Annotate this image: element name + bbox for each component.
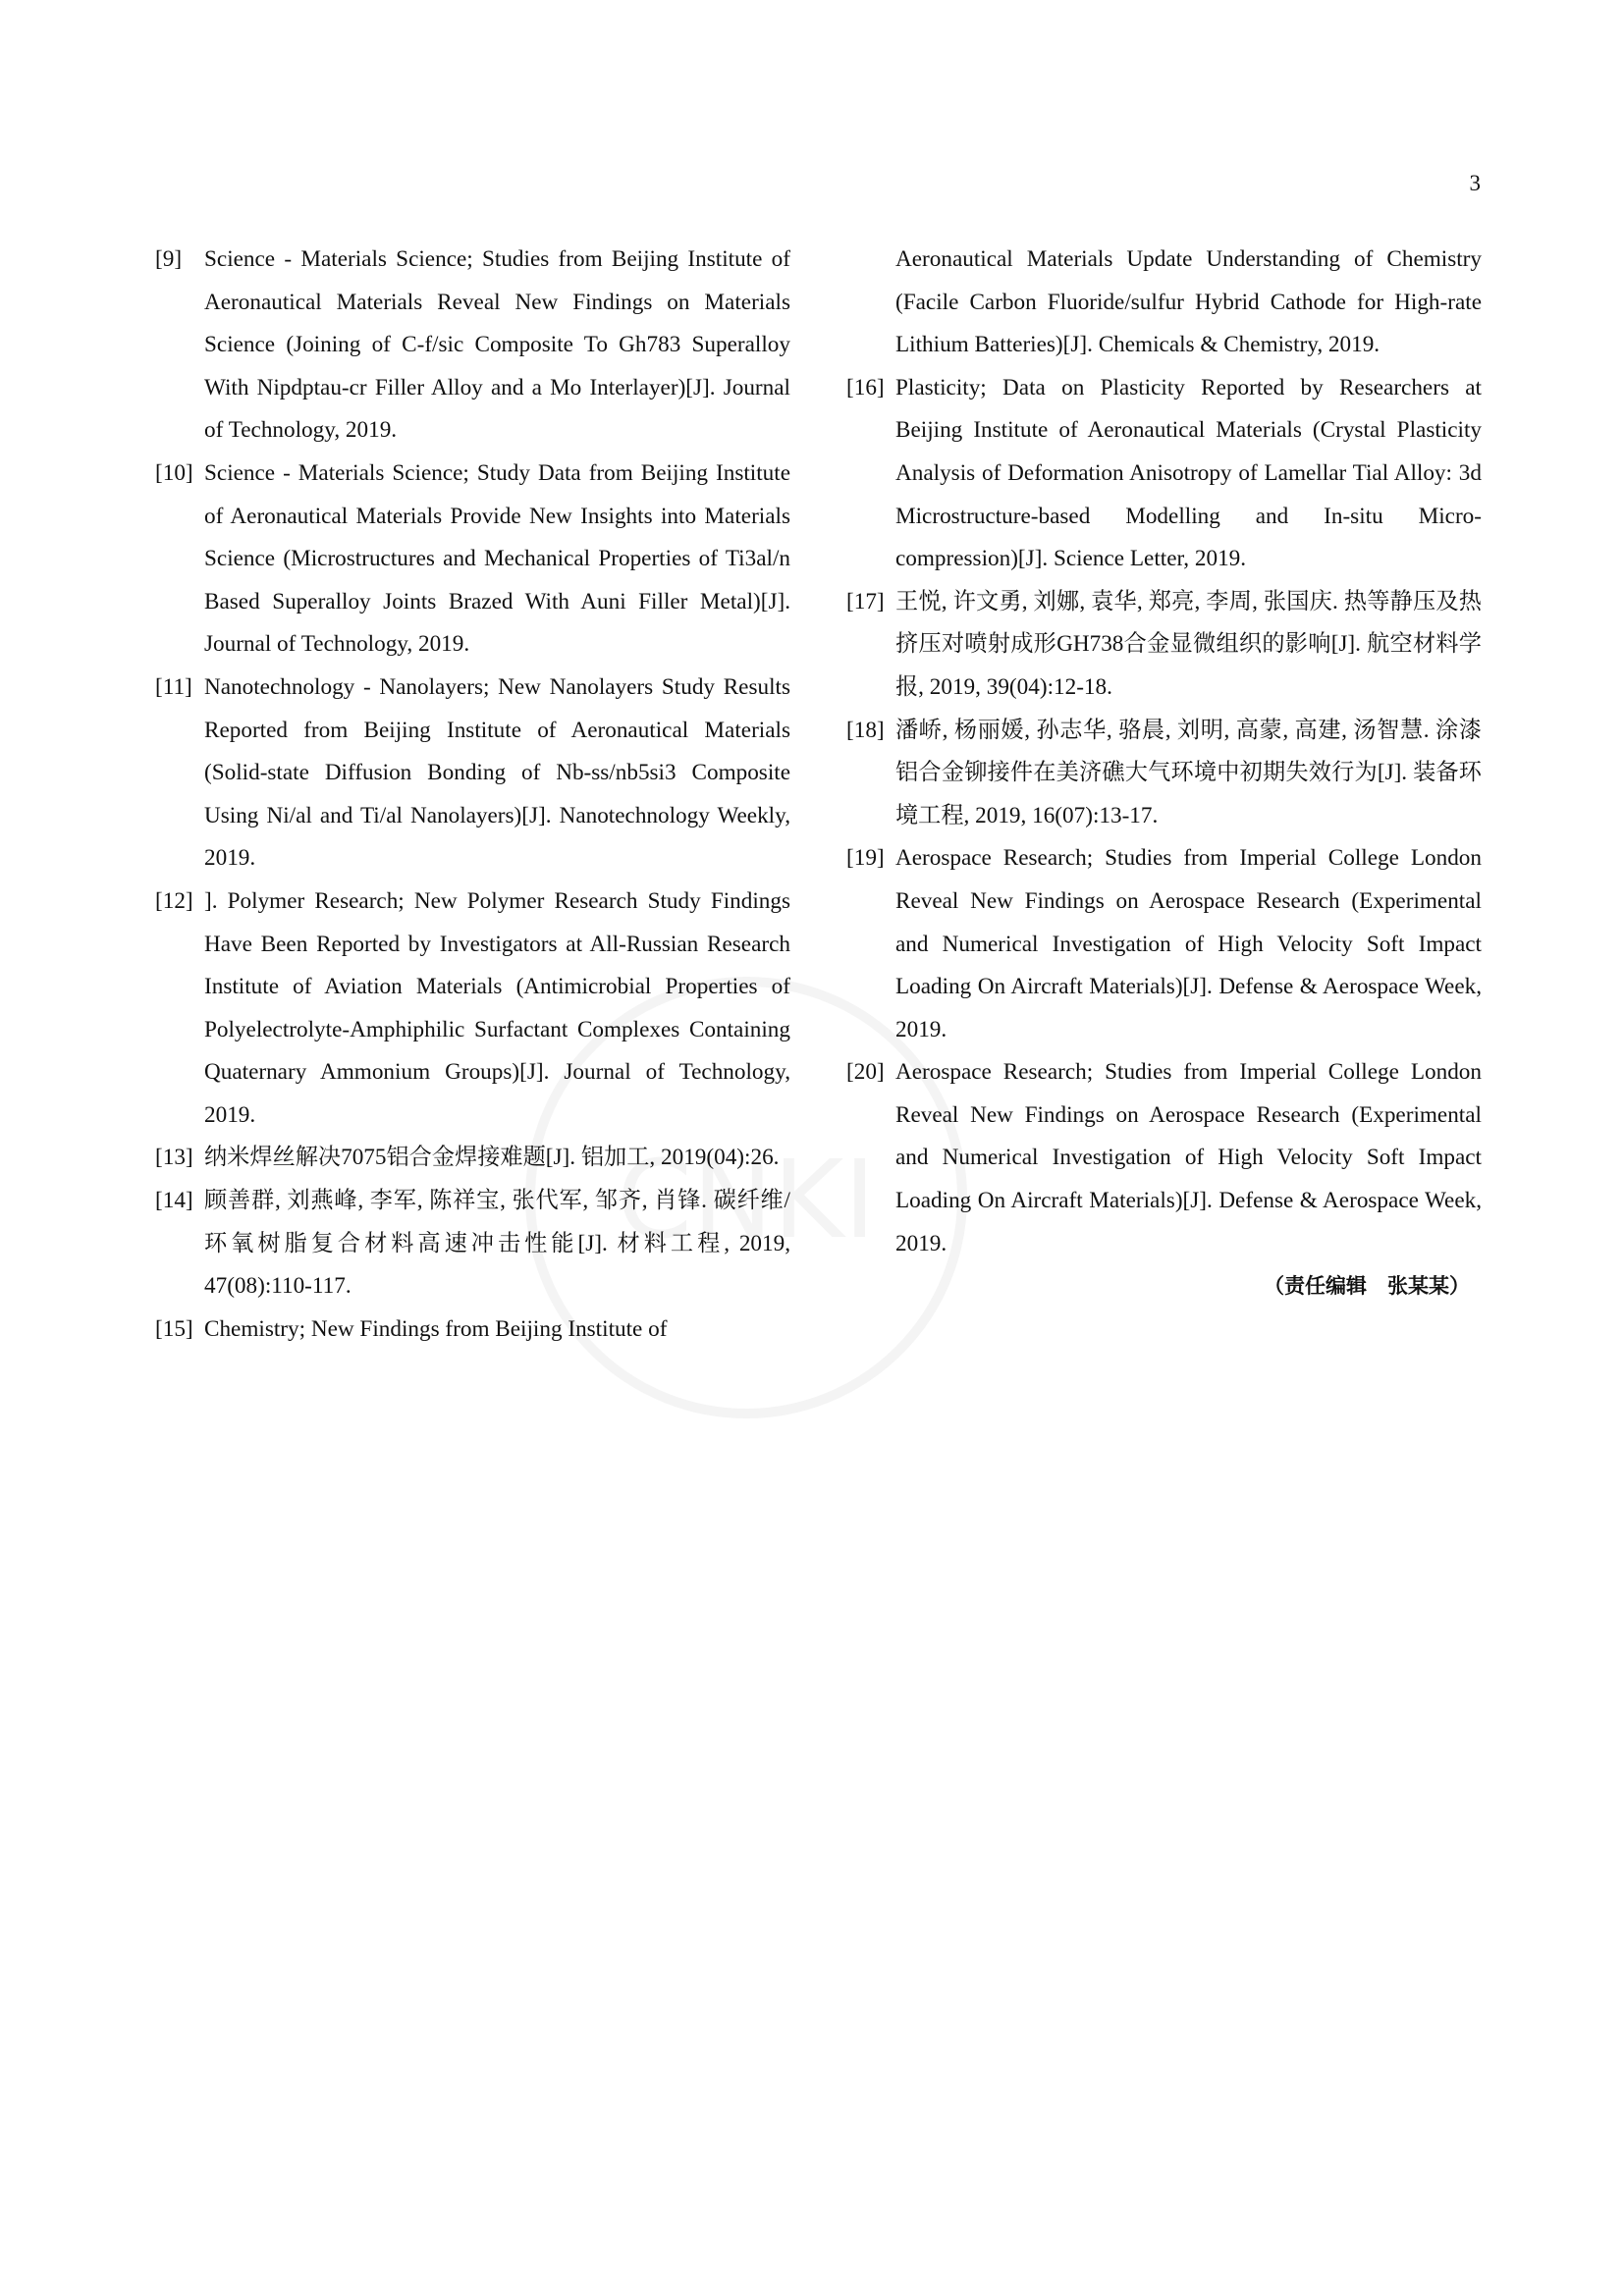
reference-text: Chemistry; New Findings from Beijing Institute of (204, 1315, 668, 1342)
reference-text: Plasticity; Data on Plasticity Reported by Researchers at Beijing Institute of Aeronautical Materials (Crystal Plasticity Analysis of Deformation Anisotropy of Lamellar Tial Alloy: 3d Microstructure-based Modelling and In-situ Micro-compression)[J]. Science Letter, 2019. (895, 374, 1482, 572)
watermark-text: CNKI (617, 1137, 876, 1262)
reference-text: ]. Polymer Research; New Polymer Research Study Findings Have Been Reported by Investigators at All-Russian Research Institute of Aviation Materials (Antimicrobial Properties of Polyelectrolyte-Amphiphilic Surfactant Complexes Containing Quaternary Ammonium Groups)[J]. Journal of Technology, 2019. (204, 887, 790, 1128)
reference-number: [15] (155, 1315, 193, 1342)
reference-text: Science - Materials Science; Studies from Beijing Institute of Aeronautical Materials Reveal New Findings on Materials Science (Joining of C-f/sic Composite To Gh783 Superalloy With Nipdptau-cr Filler Alloy and a Mo Interlayer)[J]. Journal of Technology, 2019. (204, 246, 790, 444)
right-column (846, 239, 1482, 1308)
reference-text: Nanotechnology - Nanolayers; New Nanolayers Study Results Reported from Beijing Institute of Aeronautical Materials (Solid-state Diffusion Bonding of Nb-ss/nb5si3 Composite Using Ni/al and Ti/al Nanolayers)[J]. Nanotechnology Weekly, 2019. (204, 673, 790, 872)
page-number: 3 (1469, 171, 1481, 195)
reference-number: [13] (155, 1145, 193, 1171)
reference-text: Aerospace Research; Studies from Imperial College London Reveal New Findings on Aerospace Research (Experimental and Numerical Investigation of High Velocity Soft Impact Loading On Aircraft Materials)[J]. Defense & Aerospace Week, 2019. (895, 1059, 1482, 1256)
reference-number: [14] (155, 1188, 193, 1214)
reference-item (155, 1137, 790, 1180)
reference-text: 纳米焊丝解决7075铝合金焊接难题[J]. 铝加工, 2019(04):26. (204, 1145, 780, 1171)
reference-number: [10] (155, 459, 193, 486)
reference-number: [18] (846, 717, 885, 743)
reference-number: [17] (846, 588, 885, 614)
reference-text: Aeronautical Materials Update Understanding of Chemistry (Facile Carbon Fluoride/sulfur Hybrid Cathode for High-rate Lithium Batteries)[J]. Chemicals & Chemistry, 2019. (895, 246, 1482, 358)
reference-item (155, 667, 790, 881)
reference-number: [16] (846, 374, 885, 400)
reference-item (846, 581, 1482, 710)
reference-number: [20] (846, 1059, 885, 1086)
reference-number: [9] (155, 246, 183, 272)
reference-item (155, 239, 790, 453)
reference-continuation (846, 239, 1482, 367)
reference-item (155, 1308, 790, 1352)
reference-text: Aerospace Research; Studies from Imperial College London Reveal New Findings on Aerospace Research (Experimental and Numerical Investigation of High Velocity Soft Impact Loading On Aircraft Materials)[J]. Defense & Aerospace Week, 2019. (895, 845, 1482, 1042)
reference-text: 潘峤, 杨丽媛, 孙志华, 骆晨, 刘明, 高蒙, 高建, 汤智慧. 涂漆铝合金铆接件在美济礁大气环境中初期失效行为[J]. 装备环境工程, 2019, 16(07):13-17. (895, 717, 1482, 828)
responsible-editor: （责任编辑 张某某） (1264, 1274, 1470, 1299)
reference-text: 王悦, 许文勇, 刘娜, 袁华, 郑亮, 李周, 张国庆. 热等静压及热挤压对喷射成形GH738合金显微组织的影响[J]. 航空材料学报, 2019, 39(04):12-18. (895, 588, 1482, 700)
reference-item (846, 837, 1482, 1051)
reference-item (846, 367, 1482, 581)
reference-item (155, 881, 790, 1138)
left-column (155, 239, 790, 1351)
reference-item (155, 1180, 790, 1308)
reference-item (846, 710, 1482, 838)
reference-number: [19] (846, 845, 885, 872)
reference-number: [11] (155, 673, 192, 700)
reference-item (155, 453, 790, 667)
reference-text: Science - Materials Science; Study Data from Beijing Institute of Aeronautical Materials Provide New Insights into Materials Science (Microstructures and Mechanical Properties of Ti3al/n Based Superalloy Joints Brazed With Auni Filler Metal)[J]. Journal of Technology, 2019. (204, 459, 790, 658)
reference-item (846, 1051, 1482, 1265)
reference-text: 顾善群, 刘燕峰, 李军, 陈祥宝, 张代军, 邹齐, 肖锋. 碳纤维/环氧树脂复合材料高速冲击性能[J]. 材料工程, 2019, 47(08):110-117. (204, 1188, 790, 1300)
reference-number: [12] (155, 887, 193, 914)
